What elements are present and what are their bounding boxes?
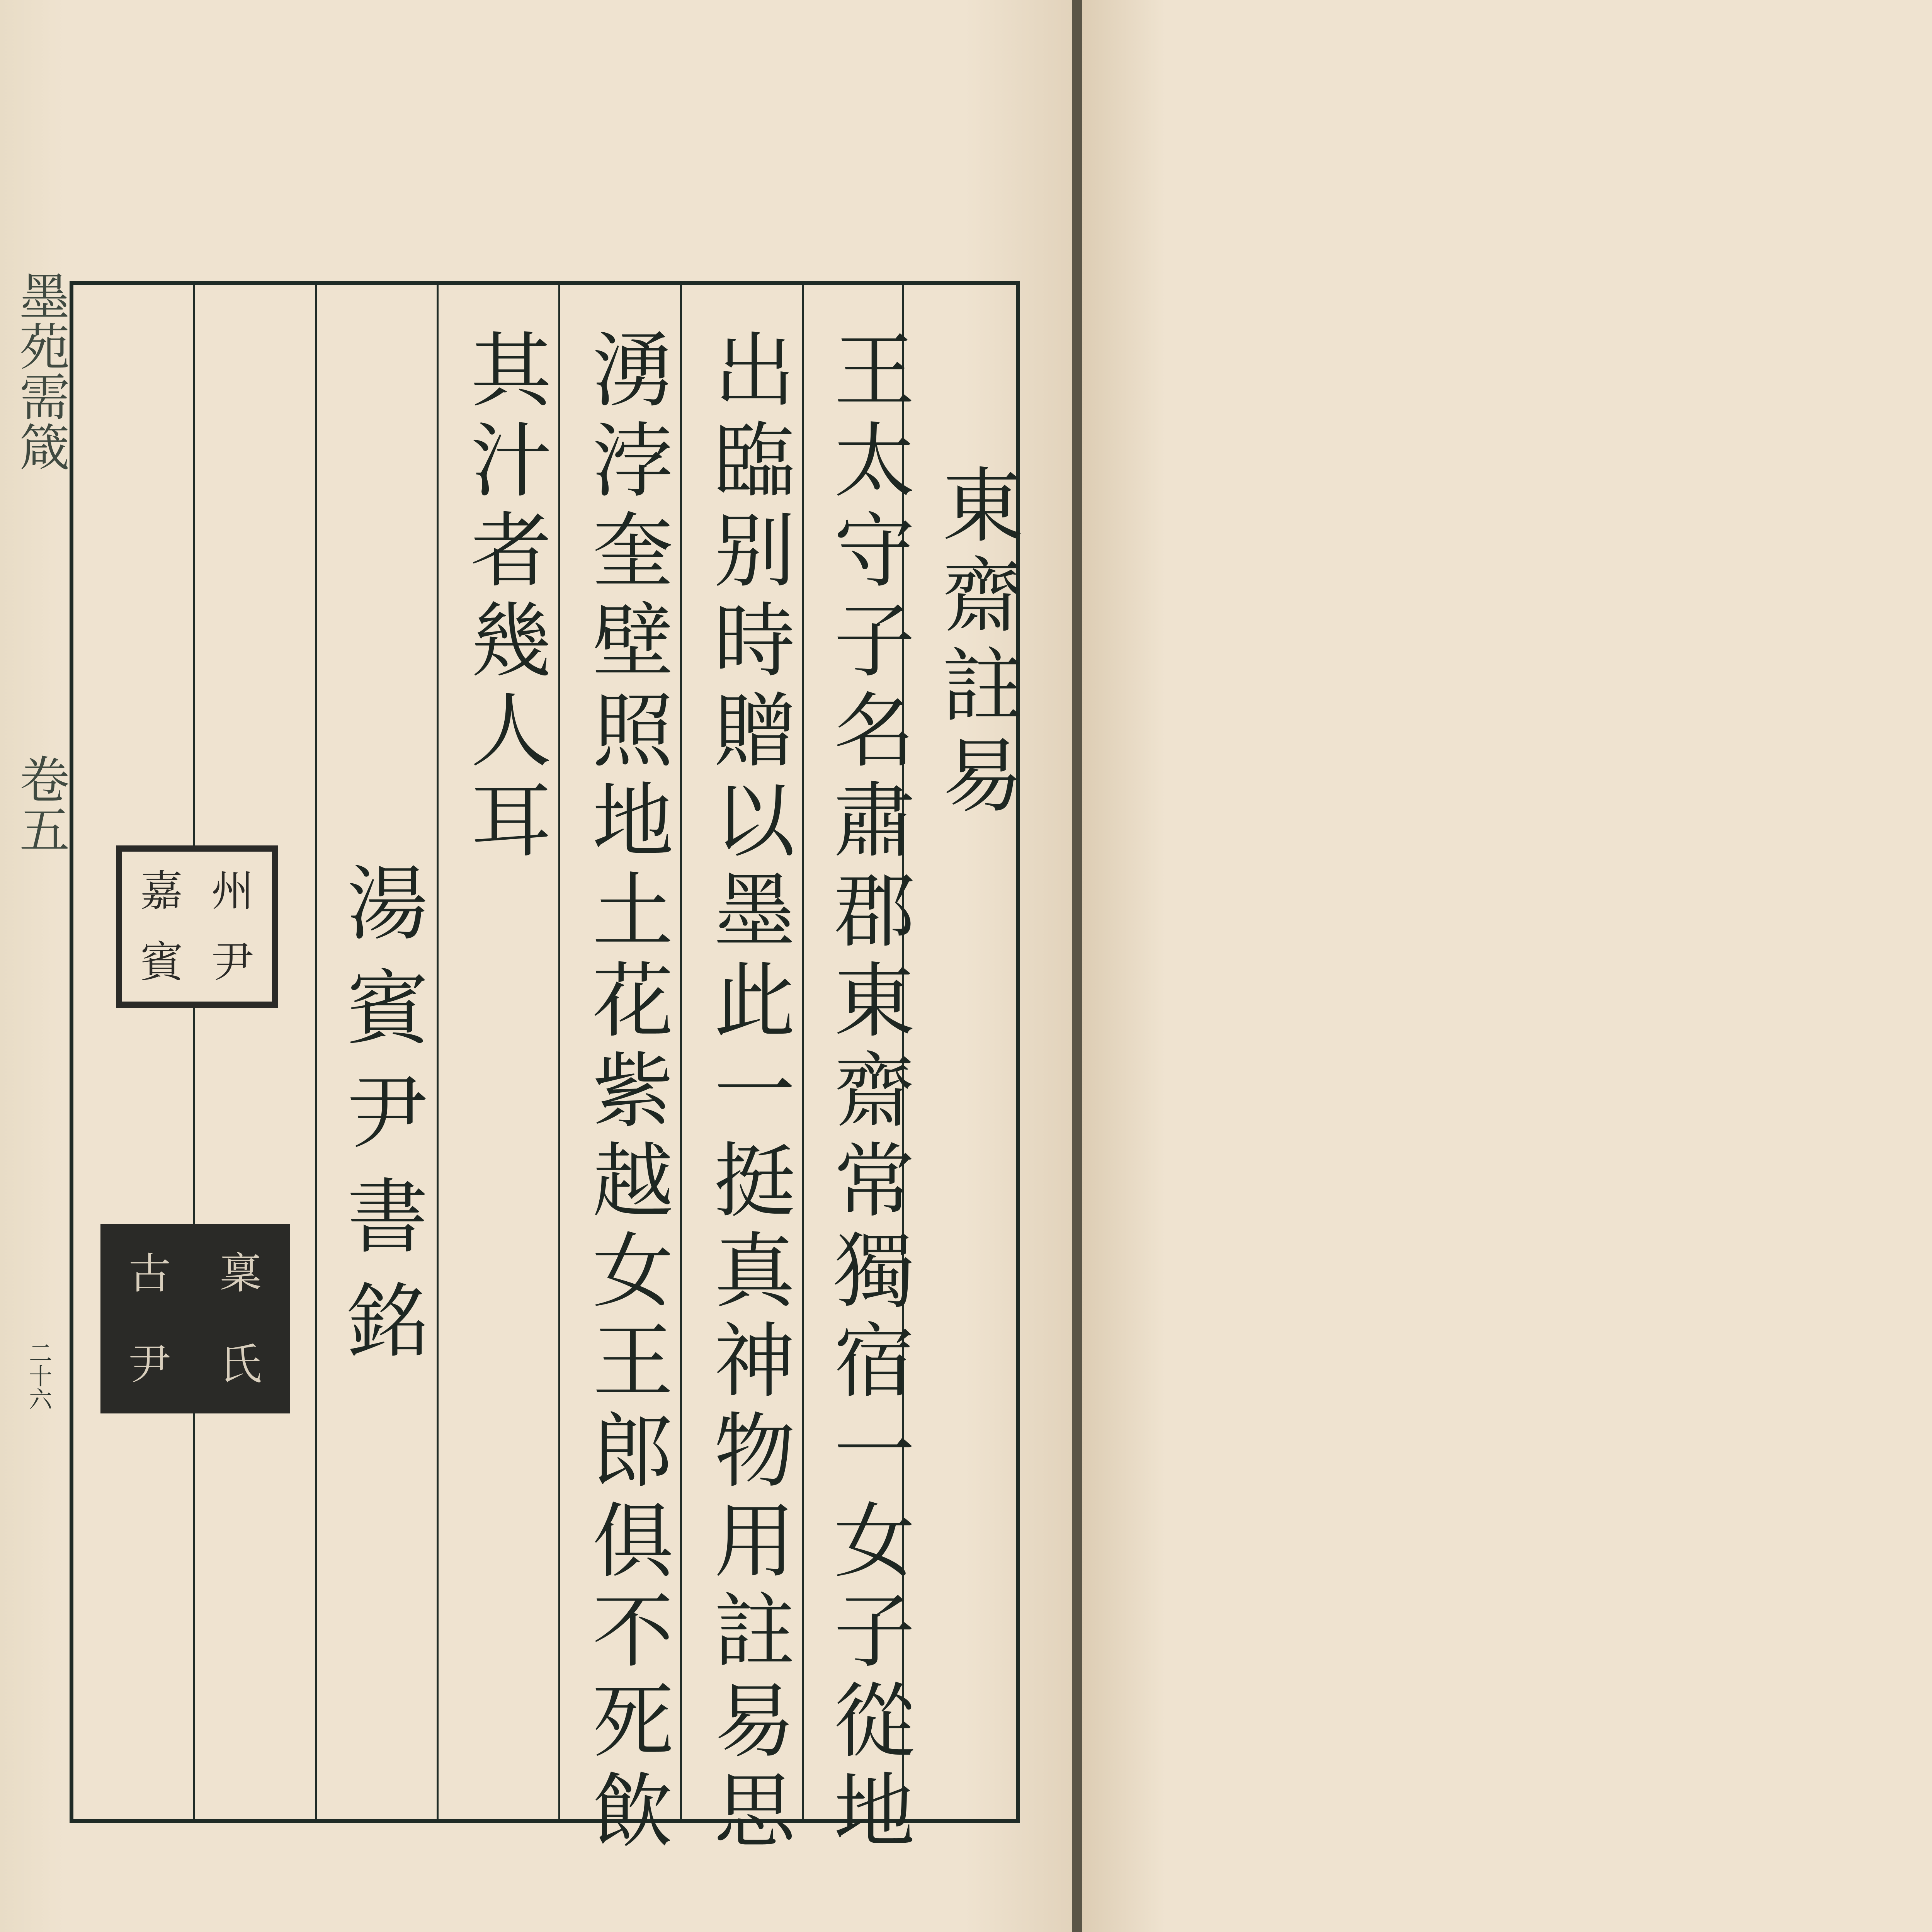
text-column-4: 湧浡奎壁照地土花紫越女王郎俱不死飲: [579, 328, 673, 1858]
left-margin-volume: 卷五: [11, 753, 70, 854]
column-rule: [680, 285, 682, 1819]
column-rule: [802, 285, 804, 1819]
folio-number: 二十六: [25, 1341, 52, 1410]
column-rule: [315, 285, 317, 1819]
text-column-1: 東齋註易: [929, 463, 1023, 823]
left-margin-title: 墨苑需箴: [11, 270, 70, 471]
text-column-3: 出臨别時贈以墨此一挺真神物用註易思: [701, 328, 795, 1858]
seal-stamp: 古 稟 尹 氏: [100, 1224, 290, 1413]
column-rule: [193, 285, 195, 1819]
author-signature: 湯賓尹書銘: [333, 861, 428, 1383]
book-gutter: [1072, 0, 1082, 1932]
text-column-5: 其汁者幾人耳: [457, 328, 552, 868]
column-rule: [558, 285, 560, 1819]
text-column-2: 王太守子名肅郡東齋常獨宿一女子從地: [820, 328, 915, 1858]
column-rule: [437, 285, 439, 1819]
right-page: [1082, 0, 1932, 1932]
left-text-frame: [70, 281, 1023, 1858]
seal-stamp: 嘉 州 賓 尹: [116, 845, 278, 1008]
